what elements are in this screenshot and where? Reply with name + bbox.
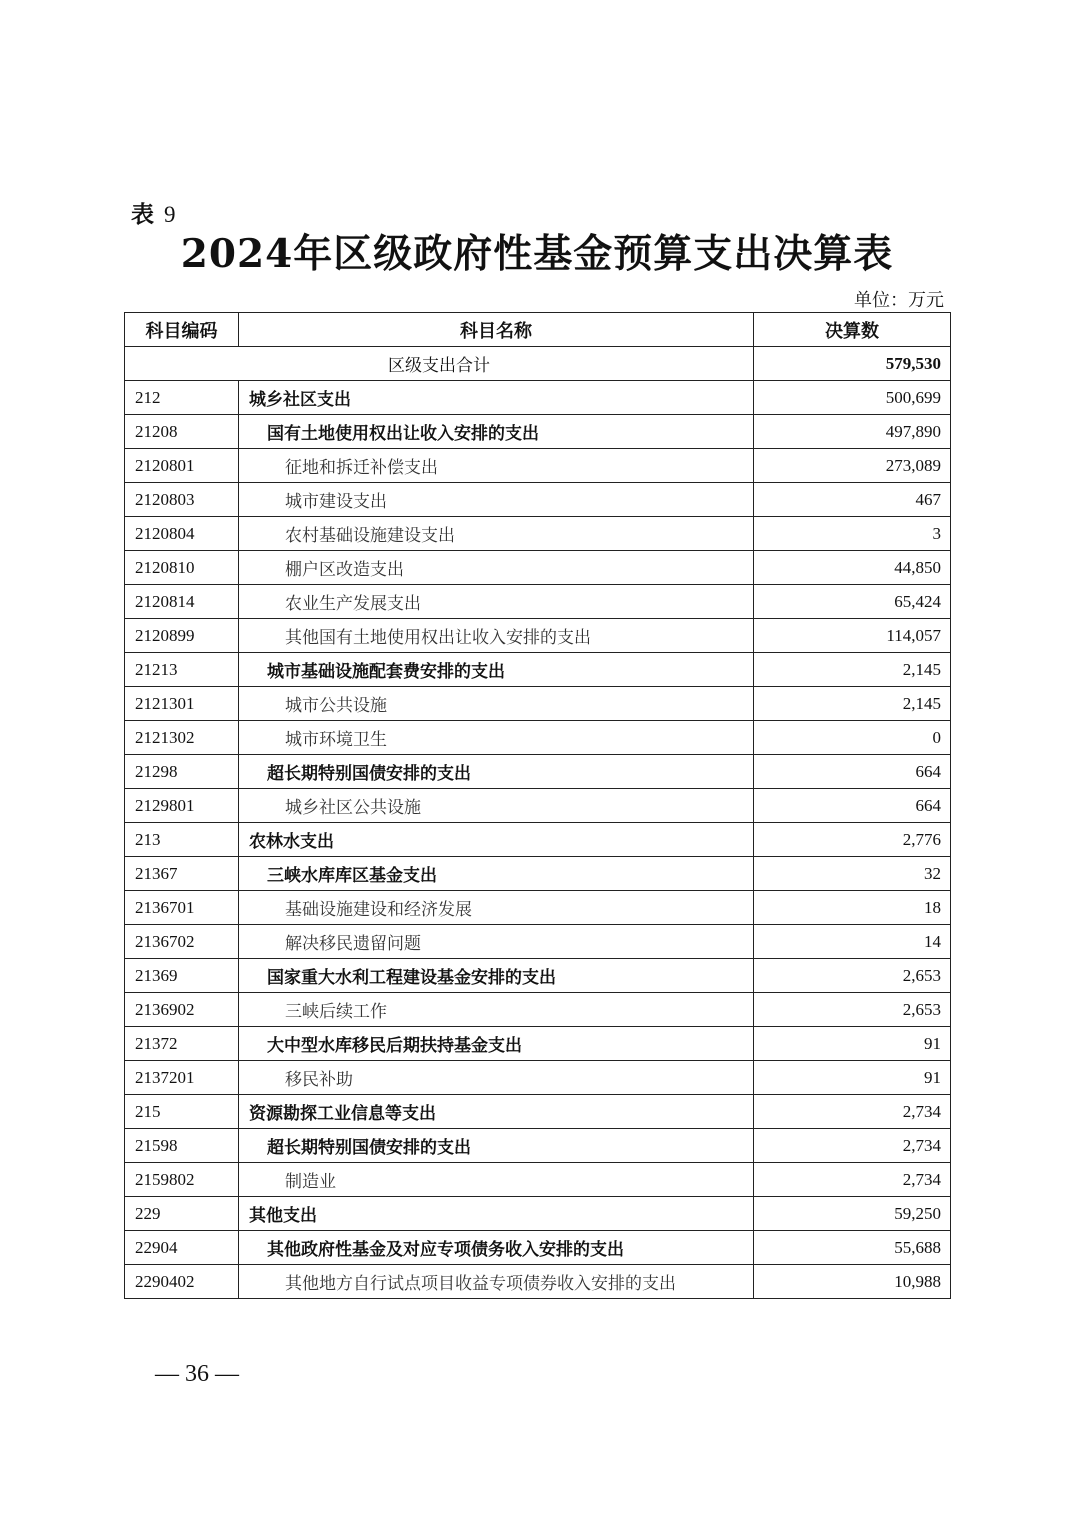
row-code: 2120804 [125,517,239,551]
row-code: 21369 [125,959,239,993]
row-name: 基础设施建设和经济发展 [239,891,754,925]
budget-table [124,312,951,1299]
row-amount: 500,699 [754,381,951,415]
unit-label: 单位：万元 [854,290,944,311]
row-name: 棚户区改造支出 [239,551,754,585]
row-amount: 114,057 [754,619,951,653]
table-row [125,993,951,1027]
row-name: 城乡社区公共设施 [239,789,754,823]
page-title: 2024年区级政府性基金预算支出决算表 [180,231,894,277]
row-amount: 2,776 [754,823,951,857]
row-amount: 2,734 [754,1095,951,1129]
row-code: 22904 [125,1231,239,1265]
row-name: 超长期特别国债安排的支出 [239,1129,754,1163]
row-name: 制造业 [239,1163,754,1197]
row-name: 国家重大水利工程建设基金安排的支出 [239,959,754,993]
row-code: 21372 [125,1027,239,1061]
table-row [125,891,951,925]
row-amount: 2,734 [754,1163,951,1197]
table-label-number: 9 [164,202,178,227]
header-code: 科目编码 [125,313,239,347]
table-header-row [125,313,951,347]
row-amount: 2,145 [754,687,951,721]
row-code: 2120801 [125,449,239,483]
row-amount: 664 [754,789,951,823]
table-row [125,1027,951,1061]
table-row [125,1231,951,1265]
row-code: 21367 [125,857,239,891]
row-name: 城市建设支出 [239,483,754,517]
row-code: 21298 [125,755,239,789]
total-row [125,347,951,381]
row-name: 城市基础设施配套费安排的支出 [239,653,754,687]
table-row [125,1129,951,1163]
row-amount: 3 [754,517,951,551]
table-row [125,789,951,823]
row-name: 城市公共设施 [239,687,754,721]
table-row [125,755,951,789]
table-row [125,857,951,891]
row-amount: 273,089 [754,449,951,483]
row-name: 移民补助 [239,1061,754,1095]
table-row [125,721,951,755]
row-amount: 14 [754,925,951,959]
table-row [125,653,951,687]
row-amount: 91 [754,1061,951,1095]
row-amount: 2,653 [754,959,951,993]
table-row [125,1061,951,1095]
row-name: 其他支出 [239,1197,754,1231]
total-amount: 579,530 [754,347,951,381]
row-code: 2136902 [125,993,239,1027]
row-amount: 2,734 [754,1129,951,1163]
table-row [125,483,951,517]
table-row [125,1095,951,1129]
total-label: 区级支出合计 [125,347,754,381]
row-code: 212 [125,381,239,415]
table-row [125,823,951,857]
row-code: 2121302 [125,721,239,755]
row-amount: 2,653 [754,993,951,1027]
row-name: 其他地方自行试点项目收益专项债券收入安排的支出 [239,1265,754,1299]
table-row [125,619,951,653]
row-code: 2136701 [125,891,239,925]
row-amount: 2,145 [754,653,951,687]
row-name: 城乡社区支出 [239,381,754,415]
table-row [125,925,951,959]
table-row [125,1265,951,1299]
row-code: 2121301 [125,687,239,721]
row-amount: 32 [754,857,951,891]
row-name: 农林水支出 [239,823,754,857]
table-row [125,1163,951,1197]
row-amount: 59,250 [754,1197,951,1231]
table-row [125,517,951,551]
row-name: 三峡水库库区基金支出 [239,857,754,891]
table-row [125,1197,951,1231]
row-amount: 18 [754,891,951,925]
row-code: 2120803 [125,483,239,517]
row-code: 21598 [125,1129,239,1163]
table-row [125,415,951,449]
row-name: 其他政府性基金及对应专项债务收入安排的支出 [239,1231,754,1265]
row-amount: 91 [754,1027,951,1061]
row-amount: 467 [754,483,951,517]
table-row [125,585,951,619]
table-row [125,449,951,483]
row-name: 农村基础设施建设支出 [239,517,754,551]
row-amount: 55,688 [754,1231,951,1265]
table-row [125,959,951,993]
row-name: 征地和拆迁补偿支出 [239,449,754,483]
row-code: 2290402 [125,1265,239,1299]
page-number: — 36 — [155,1361,239,1387]
row-code: 2120810 [125,551,239,585]
row-name: 其他国有土地使用权出让收入安排的支出 [239,619,754,653]
row-code: 2120814 [125,585,239,619]
row-code: 21213 [125,653,239,687]
row-name: 国有土地使用权出让收入安排的支出 [239,415,754,449]
row-name: 大中型水库移民后期扶持基金支出 [239,1027,754,1061]
row-code: 213 [125,823,239,857]
header-amount: 决算数 [754,313,951,347]
row-code: 2120899 [125,619,239,653]
table-row [125,687,951,721]
row-amount: 10,988 [754,1265,951,1299]
row-name: 超长期特别国债安排的支出 [239,755,754,789]
row-name: 资源勘探工业信息等支出 [239,1095,754,1129]
row-code: 2159802 [125,1163,239,1197]
row-code: 21208 [125,415,239,449]
row-amount: 44,850 [754,551,951,585]
table-body [125,347,951,1299]
row-name: 解决移民遗留问题 [239,925,754,959]
row-amount: 65,424 [754,585,951,619]
row-amount: 0 [754,721,951,755]
header-name: 科目名称 [239,313,754,347]
table-label-prefix: 表 [131,202,156,228]
row-name: 三峡后续工作 [239,993,754,1027]
table-row [125,551,951,585]
row-code: 215 [125,1095,239,1129]
row-code: 229 [125,1197,239,1231]
row-code: 2129801 [125,789,239,823]
row-name: 农业生产发展支出 [239,585,754,619]
row-amount: 497,890 [754,415,951,449]
table-row [125,381,951,415]
row-code: 2136702 [125,925,239,959]
row-amount: 664 [754,755,951,789]
row-code: 2137201 [125,1061,239,1095]
row-name: 城市环境卫生 [239,721,754,755]
